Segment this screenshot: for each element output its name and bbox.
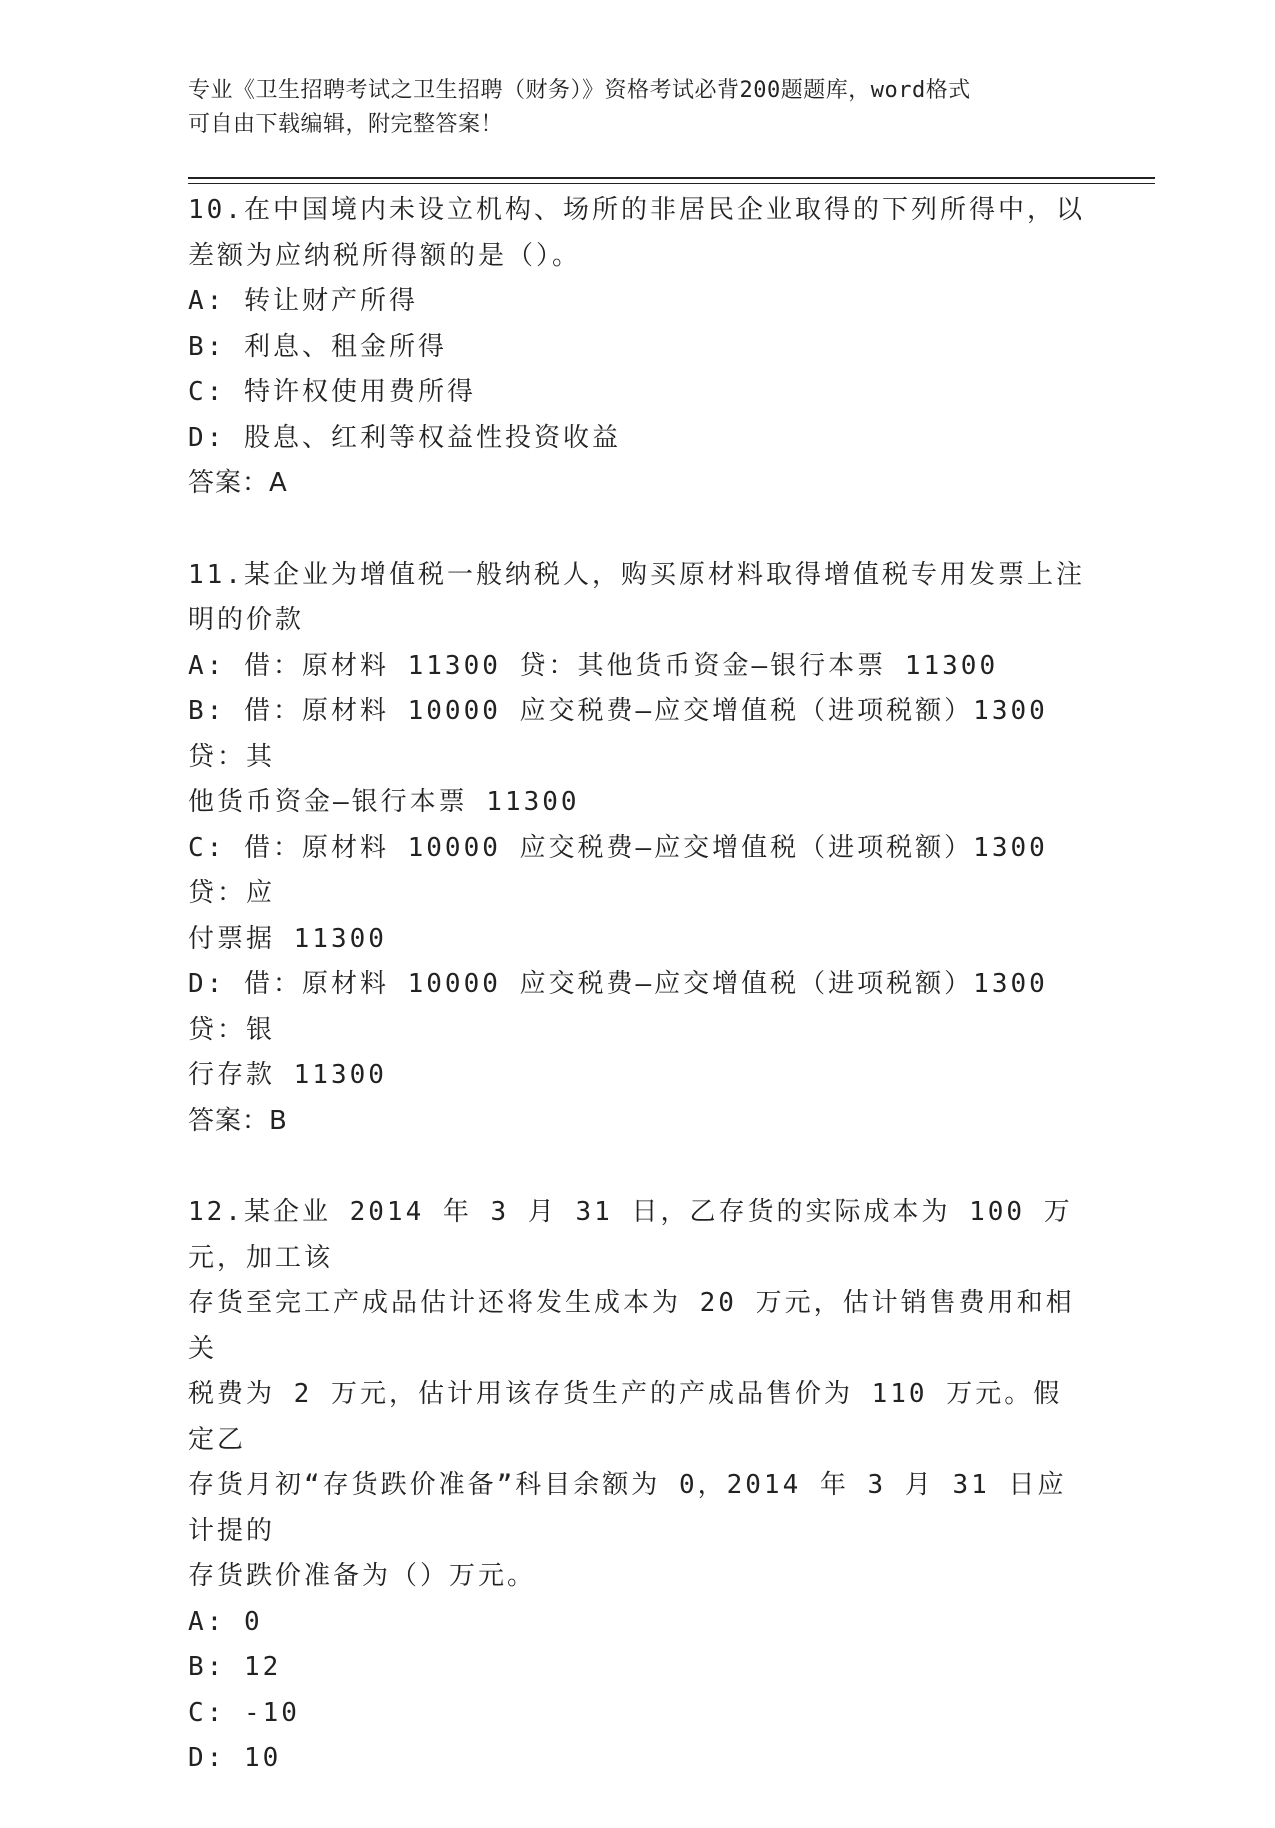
option-c-line: C: 特许权使用费所得	[188, 377, 476, 407]
option-b-line: 他货币资金—银行本票 11300	[188, 787, 580, 817]
header-divider-thin	[188, 183, 1155, 184]
answer-text: 答案：B	[188, 1105, 288, 1136]
option-b-line: B: 利息、租金所得	[188, 331, 447, 362]
option-d-line: D: 股息、红利等权益性投资收益	[188, 422, 621, 453]
option-c-line: 付票据 11300	[188, 923, 387, 954]
option-a-line: A: 0	[188, 1606, 263, 1637]
question-stem-line: 10.在中国境内未设立机构、场所的非居民企业取得的下列所得中，以	[188, 195, 1085, 225]
question-stem-line: 11.某企业为增值税一般纳税人，购买原材料取得增值税专用发票上注	[188, 559, 1085, 590]
header-line-1: 专业《卫生招聘考试之卫生招聘（财务）》资格考试必背200题题库，word格式	[188, 78, 971, 103]
document-header	[188, 74, 1088, 142]
question-stem-line: 差额为应纳税所得额的是（）。	[188, 240, 582, 271]
option-d-line: 行存款 11300	[188, 1060, 387, 1090]
header-line-2: 可自由下载编辑，附完整答案！	[188, 112, 504, 137]
question-stem-line: 存货月初“存货跌价准备”科目余额为 0，2014 年 3 月 31 日应计提的	[188, 1470, 1067, 1546]
option-d-line: D: 10	[188, 1743, 282, 1773]
option-a-line: A: 转让财产所得	[188, 286, 418, 316]
question-stem-line: 12.某企业 2014 年 3 月 31 日，乙存货的实际成本为 100 万元，加工该	[188, 1197, 1073, 1273]
option-c-line: C: 借：原材料 10000 应交税费—应交增值税（进项税额）1300 贷：应	[188, 832, 1067, 908]
question-3	[188, 1190, 1088, 1782]
answer-text: 答案：A	[188, 468, 288, 498]
option-b-line: B: 借：原材料 10000 应交税费—应交增值税（进项税额）1300 贷：其	[188, 696, 1067, 772]
option-b-line: B: 12	[188, 1652, 282, 1682]
question-stem-line: 明的价款	[188, 605, 305, 635]
option-c-line: C: -10	[188, 1697, 300, 1728]
question-stem-line: 存货至完工产成品估计还将发生成本为 20 万元，估计销售费用和相关	[188, 1288, 1075, 1364]
question-stem-line: 存货跌价准备为（）万元。	[188, 1561, 537, 1591]
question-list	[188, 188, 1088, 1828]
question-2	[188, 553, 1088, 1145]
option-a-line: A: 借：原材料 11300 贷：其他货币资金—银行本票 11300	[188, 650, 999, 681]
header-divider-thick	[188, 177, 1155, 179]
question-stem-line: 税费为 2 万元，估计用该存货生产的产成品售价为 110 万元。假定乙	[188, 1379, 1063, 1455]
option-d-line: D: 借：原材料 10000 应交税费—应交增值税（进项税额）1300 贷：银	[188, 969, 1067, 1045]
question-1	[188, 188, 1088, 507]
